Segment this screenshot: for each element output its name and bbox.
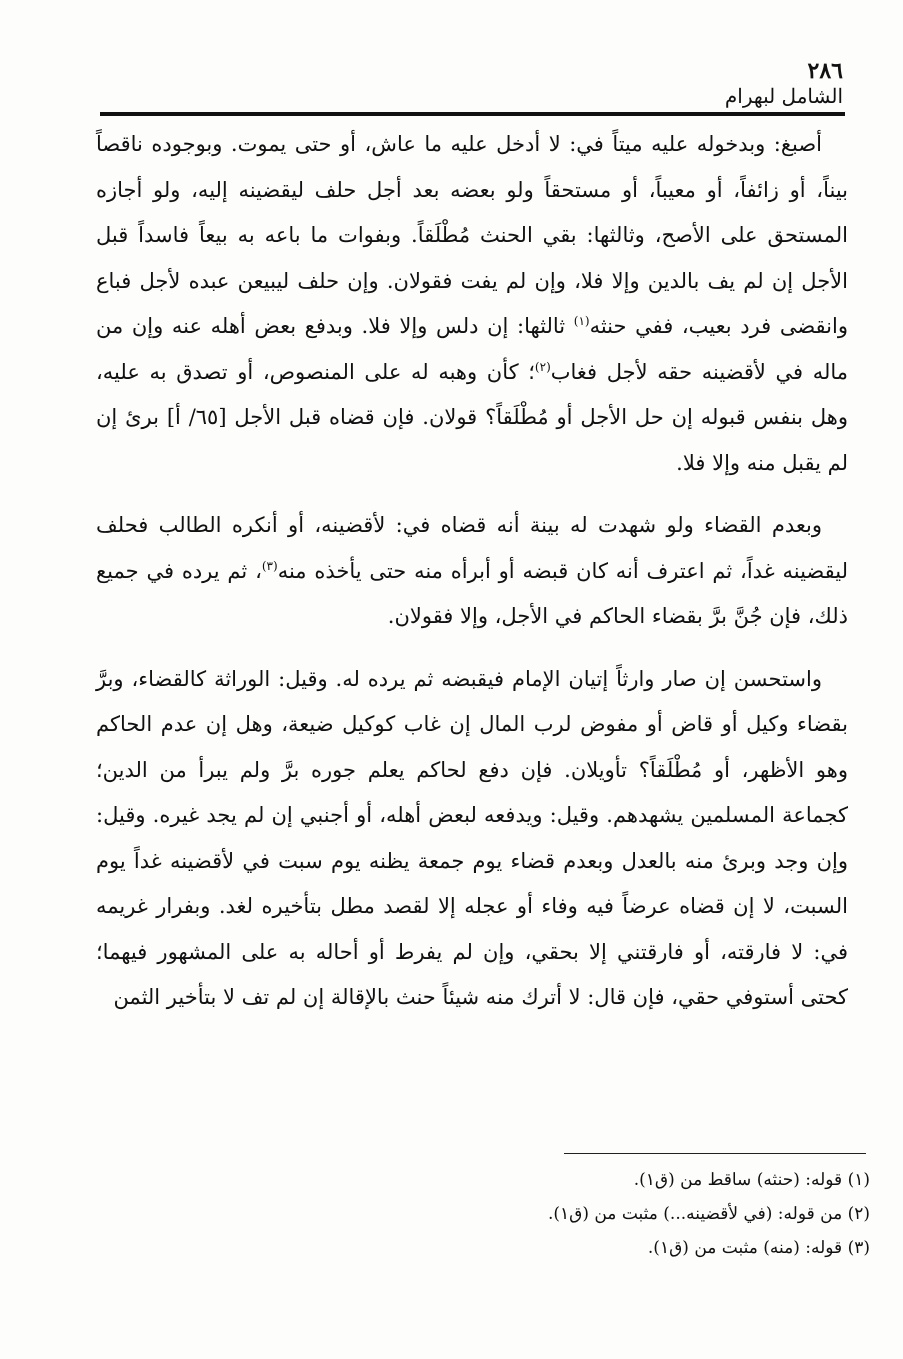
paragraph-text: واستحسن إن صار وارثاً إتيان الإمام فيقبضه ثم يرده له. وقيل: الوراثة كالقضاء، وبرَّ بقضاء وكيل أو قاض أو مفوض لرب المال إن غاب كوكيل ضيعة، وهل إن عدم الحاكم وهو الأظهر، أو مُطْلَقاً؟ تأويلان. فإن دفع لحاكم يعلم جوره برَّ ولم يبرأ من الدين؛ كجماعة المسلمين يشهدهم. وقيل: ويدفعه لبعض أهله، أو أجنبي إن لم يجد غيره. وقيل: وإن وجد وبرئ منه بالعدل وبعدم قضاء يوم جمعة يظنه يوم سبت في لأقضينه غداً يوم السبت، لا إن قضاه عرضاً فيه وفاء أو عجله إلا لقصد مطل بتأخيره لغد. وبفرار غريمه في: لا فارقته، أو فارقتني إلا بحقي، وإن لم يفرط أو أحاله به على المشهور فيهما؛ كحتى أستوفي حقي، فإن قال: لا أترك منه شيئاً حنث بالإقالة إن لم تف لا بتأخير الثمن [96, 666, 848, 1009]
paragraph-1 [96, 122, 848, 486]
footnote-separator [564, 1153, 866, 1154]
footnote-marker-3: (٣) [261, 558, 278, 573]
footnote-marker-2: (٢) [534, 359, 551, 374]
page-number: ٢٨٦ [807, 58, 843, 84]
footnote-3: (٣) قوله: (منه) مثبت من (ق١). [647, 1238, 870, 1258]
running-title: الشامل لبهرام [724, 84, 843, 108]
running-header [100, 58, 845, 112]
footnotes [100, 1163, 870, 1265]
paragraph-text: ثالثها: إن دلس وإلا فلا. وبدفع بعض أهله عنه وإن من ماله في لأقضينه حقه لأجل فغاب [96, 314, 848, 384]
paragraph-text: أصبغ: وبدخوله عليه ميتاً في: لا أدخل عليه ما عاش، أو حتى يموت. وبوجوده ناقصاً بيناً، أو زائفاً، أو معيباً، أو مستحقاً ولو بعضه بعد أجل حلف ليقضينه إليه، ولو أجازه المستحق على الأصح، وثالثها: بقي الحنث مُطْلَقاً. وبفوات ما باعه به بيعاً فاسداً قبل الأجل إن لم يف بالدين وإلا فلا، وإن لم يفت فقولان. وإن حلف ليبيعن عبده لأجل فباع وانقضى فرد بعيب، ففي حنثه [96, 132, 848, 338]
paragraph-text: ؛ كأن وهبه له على المنصوص، أو تصدق به عليه، وهل بنفس قبوله إن حل الأجل أو مُطْلَقاً؟ قولان. فإن قضاه قبل الأجل [٦٥/ أ] برئ إن لم يقبل منه وإلا فلا. [96, 359, 848, 475]
footnote-marker-1: (١) [573, 314, 590, 328]
header-rule [100, 112, 845, 116]
footnote-2: (٢) من قوله: (في لأقضينه...) مثبت من (ق١). [547, 1204, 870, 1224]
paragraph-text: وبعدم القضاء ولو شهدت له بينة أنه قضاه في: لأقضينه، أو أنكره الطالب فحلف ليقضينه غداً، ثم اعترف أنه كان قبضه أو أبرأه منه حتى يأخذه منه [96, 513, 848, 583]
paragraph-2 [96, 503, 848, 640]
main-text [96, 122, 848, 1021]
paragraph-text: ، ثم يرده في جميع ذلك، فإن جُنَّ برَّ بقضاء الحاكم في الأجل، وإلا فقولان. [96, 558, 848, 628]
footnote-1: (١) قوله: (حنثه) ساقط من (ق١). [633, 1170, 870, 1190]
paragraph-3 [96, 657, 848, 1021]
